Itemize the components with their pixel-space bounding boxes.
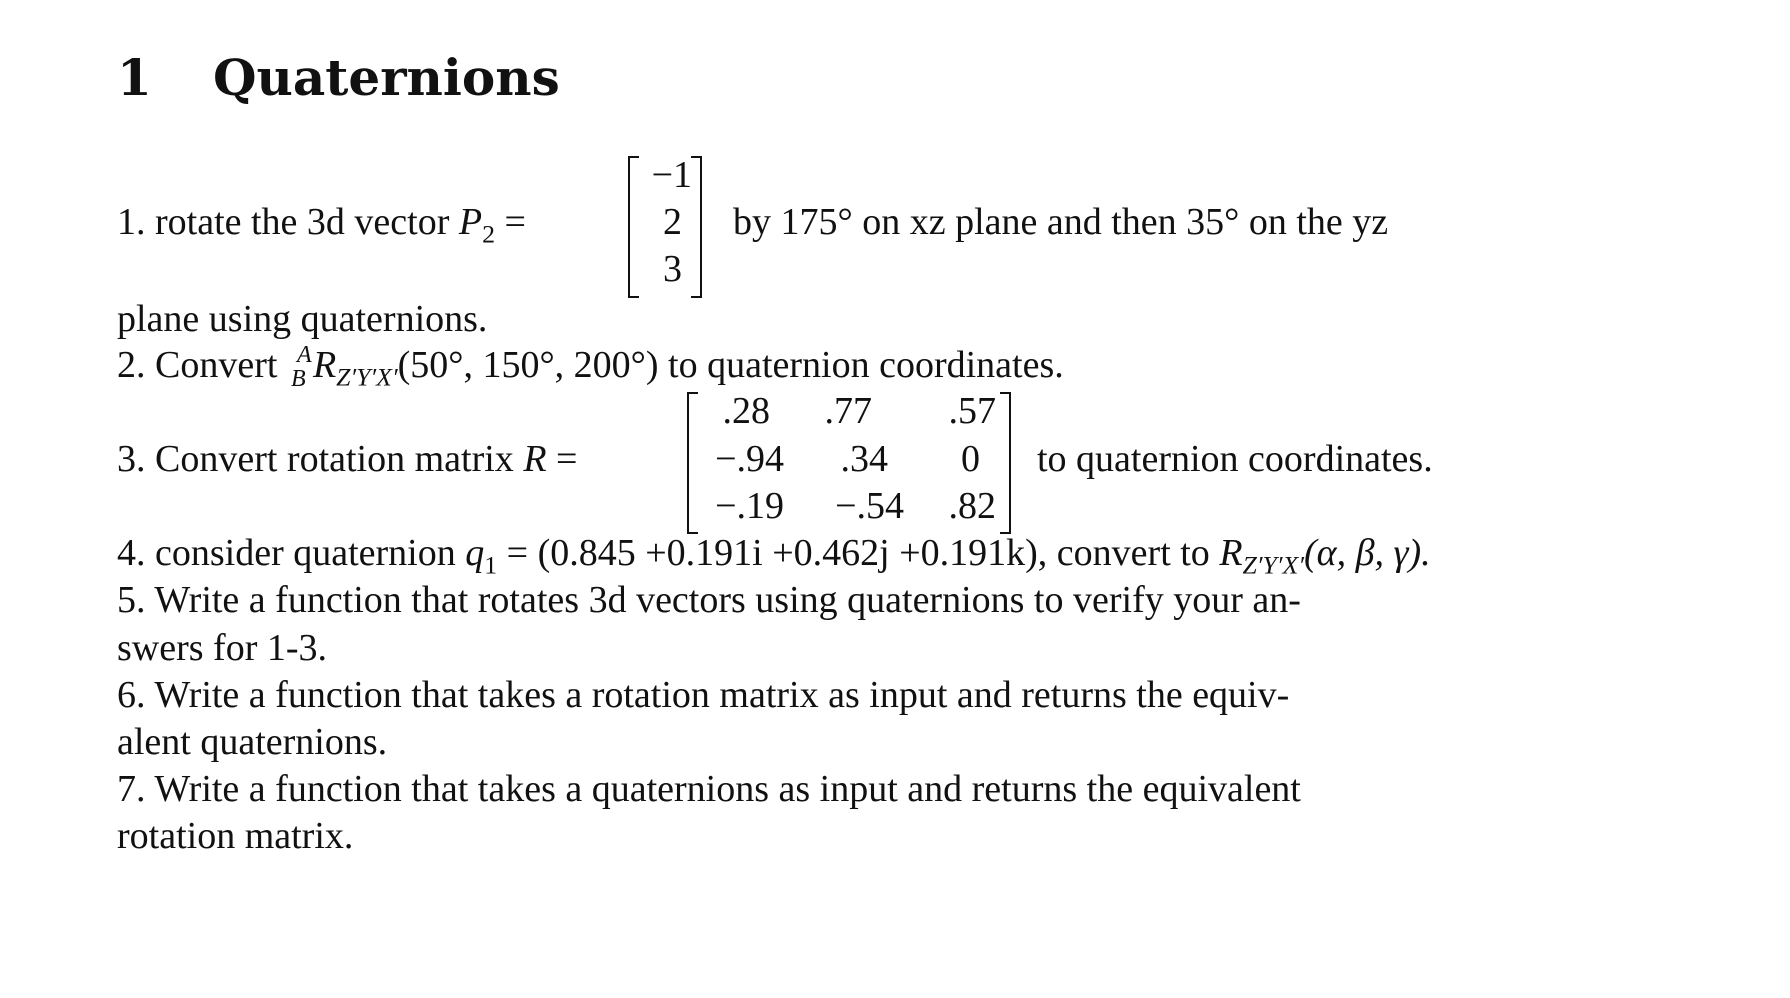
frame-superscript-subscript: A B xyxy=(290,342,312,392)
item-2: 2. Convert A B $R_{Z'Y'X'}(50^\circ$, 150°, 200°) to quaternion coordinates. xyxy=(117,342,1064,392)
item-5-line-1: 5. Write a function that rotates 3d vectors using quaternions to verify your an- xyxy=(117,579,1301,621)
vector-entry-3: 3 xyxy=(663,248,682,290)
matrix-cell-r3c3: .82 xyxy=(948,485,996,527)
vector-right-bracket xyxy=(691,156,702,298)
matrix-cell-r3c1: −.19 xyxy=(715,485,784,527)
section-number: 1 xyxy=(117,48,152,107)
item-1-line-1: 1. rotate the 3d vector $P_2$ = xyxy=(117,201,526,249)
item-7-line-2: rotation matrix. xyxy=(117,815,354,857)
vector-variable: P xyxy=(458,201,483,243)
item-1-line-2: plane using quaternions. xyxy=(117,298,488,340)
section-heading xyxy=(117,48,560,108)
vector-entry-1: −1 xyxy=(651,154,692,196)
item-5-line-2: swers for 1-3. xyxy=(117,627,328,669)
matrix-cell-r1c3: .57 xyxy=(948,390,996,432)
item-3-tail: to quaternion coordinates. xyxy=(1037,438,1433,480)
item-1-line-1-tail: by 175° on xz plane and then 35° on the yz xyxy=(733,201,1389,243)
section-title: Quaternions xyxy=(213,48,560,107)
vector-entry-2: 2 xyxy=(663,201,682,243)
item-7-line-1: 7. Write a function that takes a quaternions as input and returns the equivalent xyxy=(117,768,1301,810)
item-6-line-2: alent quaternions. xyxy=(117,721,388,763)
matrix-cell-r2c1: −.94 xyxy=(715,438,784,480)
vector-left-bracket xyxy=(628,156,639,298)
item-3-lead: 3. Convert rotation matrix R = xyxy=(117,438,578,480)
matrix-cell-r3c2: −.54 xyxy=(835,485,904,527)
matrix-cell-r1c1: .28 xyxy=(722,390,770,432)
matrix-cell-r2c3: 0 xyxy=(961,438,980,480)
matrix-cell-r1c2: .77 xyxy=(824,390,872,432)
matrix-left-bracket xyxy=(687,392,698,534)
item-6-line-1: 6. Write a function that takes a rotation matrix as input and returns the equiv- xyxy=(117,674,1290,716)
item-4: 4. consider quaternion $q_1 = (0.845 +0.191i +0.462j +0.191k)$, convert to $R_{Z'Y'X'}(\alpha$, β, γ). xyxy=(117,532,1431,580)
matrix-right-bracket xyxy=(1000,392,1011,534)
matrix-cell-r2c2: .34 xyxy=(840,438,888,480)
